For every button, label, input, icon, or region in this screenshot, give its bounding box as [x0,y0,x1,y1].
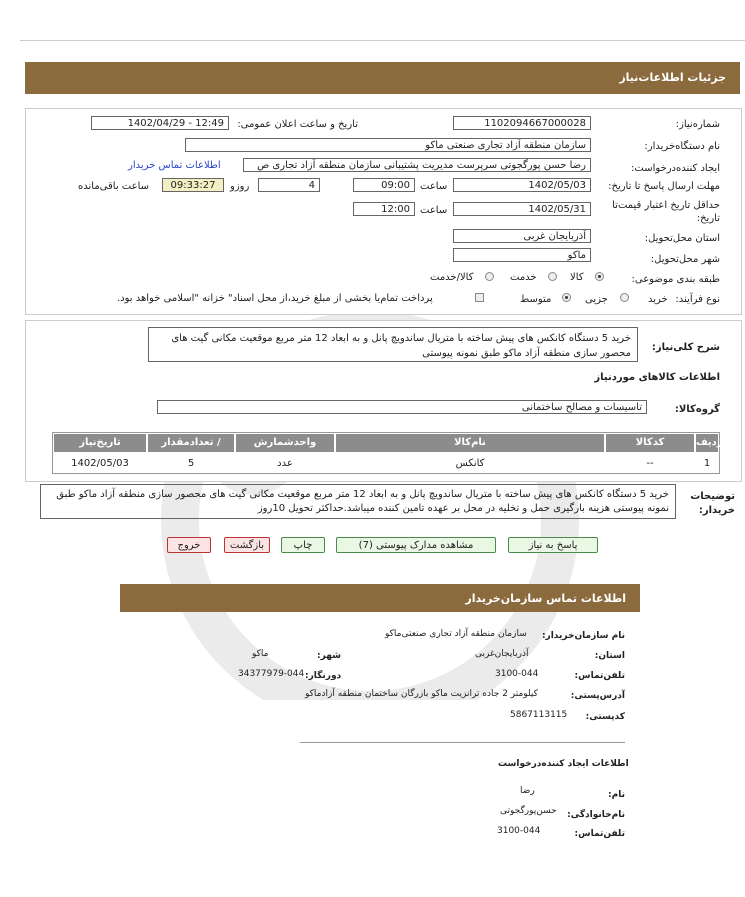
requester-label: ایجاد کننده‌درخواست: [631,163,720,174]
th-code: کدکالا [606,434,694,452]
th-qty: تعدادمقدار / [148,434,234,452]
buyer-contact-link[interactable]: اطلاعات تماس خریدار [128,160,221,171]
contact-divider [300,742,625,743]
category-radio-service[interactable] [548,272,557,281]
contact-fax-label: دورنگار: [305,671,342,681]
payment-note: پرداخت تمام‌یا بخشی از مبلغ خرید،از محل اسناد" خزانه "اسلامی خواهد بود. [117,293,433,304]
validity-label: حداقل تاریخ اعتبار قیمت‌تا تاریخ: [612,200,720,224]
remaining-label: ساعت باقی‌مانده [78,181,150,192]
process-option-medium: متوسط [520,294,552,305]
attachments-button[interactable]: مشاهده مدارک پیوستی (7) [336,537,496,553]
province-field: آذربایجان غربی [453,229,591,243]
payment-checkbox[interactable] [475,293,484,302]
contact-address-label: آدرس‌پستی: [570,691,625,701]
process-label: نوع فرآیند: [675,294,720,305]
city-label: شهر محل‌تحویل: [650,254,720,265]
buyer-org-field: سازمان منطقه آزاد تجاری صنعتی ماکو [185,138,591,152]
contact-address-value: کیلومتر 2 جاده ترانزیت ماکو بازرگان ساختمان منطقه آزادماکو [305,689,538,699]
process-radio-minor[interactable] [620,293,629,302]
category-option-service: خدمت [510,272,537,283]
back-button[interactable]: بازگشت [224,537,270,553]
requester-field: رضا حسن پورگجوتی سرپرست مدیریت پشتیبانی سازمان منطقه آزاد تجاری ص [243,158,591,172]
contact-province-label: استان: [594,651,625,661]
need-number-field: 1102094667000028 [453,116,591,130]
contact-fax-value: 34377979-044 [238,669,305,679]
table-cell-qty: 5 [187,458,195,469]
goods-section-title: اطلاعات کالاهای موردنیاز [594,372,720,383]
table-cell-date: 1402/05/03 [71,458,129,469]
requester-family-value: حسن‌پورگجوتی [500,806,557,816]
table-cell-unit: عدد [277,458,293,469]
remaining-time-field: 09:33:27 [162,178,224,192]
category-option-goods: کالا [570,272,584,283]
contact-bar [120,584,640,612]
validity-time-label: ساعت [420,205,448,216]
days-field: 4 [258,178,320,192]
description-text: خرید 5 دستگاه کانکس های پیش ساخته با متریال ساندویچ پانل و به ابعاد 12 متر مربع موقعیت مکانی گیت های محصور سازی منطقه آزاد ماکو طبق نمونه پیوستی [148,327,638,362]
days-label: روزو [230,181,250,192]
th-unit: واحدشمارش [236,434,334,452]
contact-postal-value: 5867113115 [510,710,568,720]
city-field: ماکو [453,248,591,262]
contact-city-value: ماکو [252,649,269,659]
process-radio-medium[interactable] [562,293,571,302]
validity-time-field: 12:00 [353,202,415,216]
contact-postal-label: کدپستی: [585,712,625,722]
need-number-label: شماره‌نیاز: [675,119,720,130]
category-option-both: کالا/خدمت [430,272,474,283]
header-bar [25,62,740,94]
process-option-buy: خرید [648,294,668,305]
th-date: تاریخ‌نیاز [54,434,146,452]
deadline-date-field: 1402/05/03 [453,178,591,192]
deadline-label: مهلت ارسال پاسخ تا تاریخ: [608,181,720,192]
announce-field: 1402/04/29 - 12:49 [91,116,229,130]
contact-province-value: آذربایجان‌غربی [475,649,529,659]
th-name: نام‌کالا [336,434,604,452]
requester-name-value: رضا [520,786,535,796]
buyer-org-label: نام دستگاه‌خریدار: [644,141,720,152]
print-button[interactable]: چاپ [281,537,325,553]
category-radio-goods[interactable] [595,272,604,281]
process-option-minor: جزیی [585,294,608,305]
contact-phone-label: تلفن‌تماس: [574,671,625,681]
category-label: طبقه بندی موضوعی: [631,274,720,285]
contact-org-value: سازمان منطقه آزاد تجاری صنعتی‌ماکو [385,629,527,639]
requester-phone-label: تلفن‌تماس: [574,829,625,839]
requester-phone-value: 3100-044 [497,826,541,836]
requester-section-title: اطلاعات ایجاد کننده‌درخواست [498,759,629,769]
contact-title: اطلاعات تماس سازمان‌خریدار [465,592,626,605]
th-row-no: ردیف [696,434,718,452]
deadline-time-field: 09:00 [353,178,415,192]
table-cell-code: -- [646,458,654,469]
buyer-notes-text: خرید 5 دستگاه کانکس های پیش ساخته با متریال ساندویچ پانل و به ابعاد 12 متر مربع موقعیت مکانی گیت های محصور سازی منطقه آزاد ماکو طبق نمونه پیوستی هزینه بارگیری حمل و تخلیه در محل بر عهده تامین کننده میباشد.حداکثر تحویل 10روز [40,484,676,519]
announce-label: تاریخ و ساعت اعلان عمومی: [237,119,358,130]
contact-city-label: شهر: [317,651,341,661]
goods-group-label: گروه‌کالا: [674,404,720,415]
goods-group-field: تاسیسات و مصالح ساختمانی [157,400,647,414]
table-cell-name: کانکس [455,458,485,469]
table-cell-row-no: 1 [703,458,711,469]
buyer-notes-label: توضیحات خریدار: [690,491,735,516]
requester-family-label: نام‌خانوادگی: [567,810,625,820]
contact-org-label: نام سازمان‌خریدار: [541,631,625,641]
deadline-time-label: ساعت [420,181,448,192]
category-radio-both[interactable] [485,272,494,281]
top-divider [20,40,745,41]
respond-button[interactable]: پاسخ به نیاز [508,537,598,553]
description-label: شرح کلی‌نیاز: [651,342,720,353]
exit-button[interactable]: خروج [167,537,211,553]
contact-phone-value: 3100-044 [495,669,539,679]
validity-date-field: 1402/05/31 [453,202,591,216]
requester-name-label: نام: [608,790,625,800]
province-label: استان محل‌تحویل: [644,233,720,244]
header-title: جزئیات اطلاعات‌نیاز [619,71,726,84]
